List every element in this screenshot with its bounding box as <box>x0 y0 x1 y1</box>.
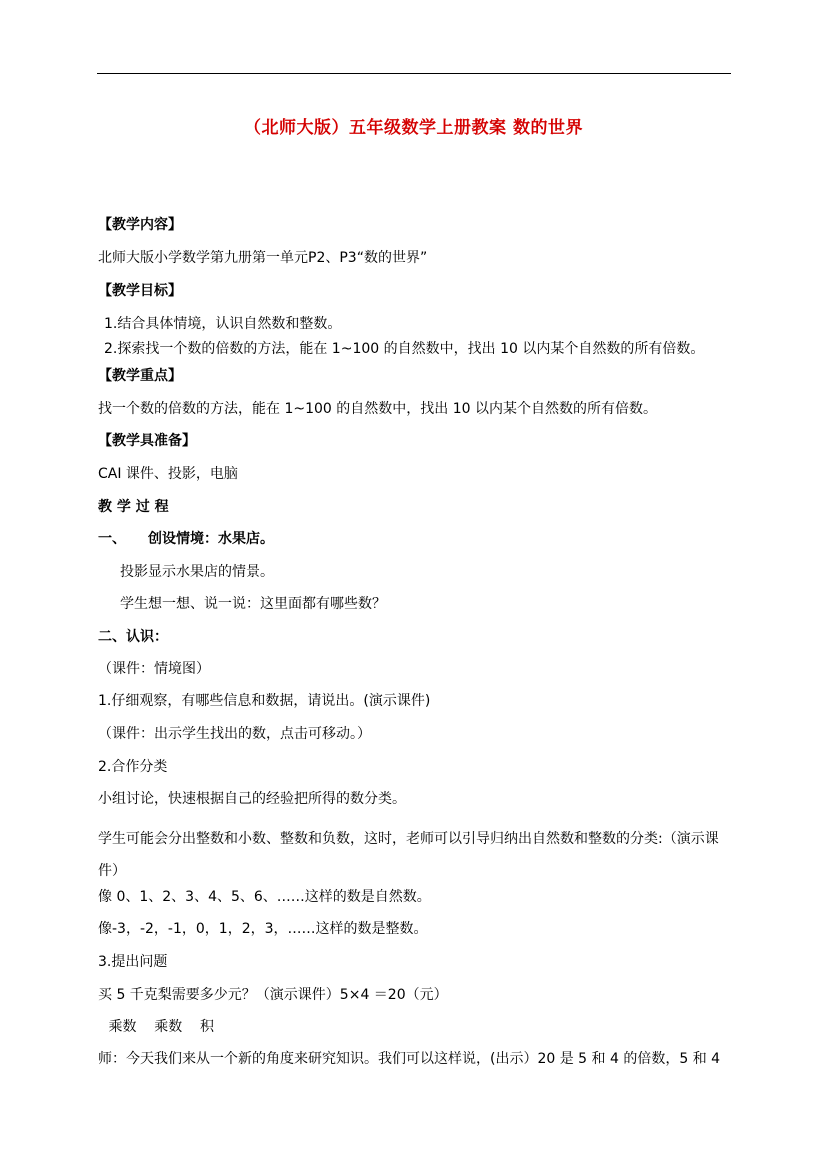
step2-line-6: 学生可能会分出整数和小数、整数和负数，这时，老师可以引导归纳出自然数和整数的分类:（演示课件） <box>98 831 719 879</box>
step2-line-2: 1.仔细观察，有哪些信息和数据，请说出。(演示课件) <box>98 693 431 709</box>
goal-2: 2.探索找一个数的倍数的方法，能在 1~100 的自然数中，找出 10 以内某个自然数的所有倍数。 <box>104 341 705 357</box>
step2-line-9: 3.提出问题 <box>98 954 168 970</box>
key-heading: 【教学重点】 <box>98 368 182 384</box>
step1-number: 一、 <box>98 531 126 547</box>
step2-line-10: 买 5 千克梨需要多少元？（演示课件）5×4 ＝20（元） <box>98 987 448 1003</box>
page-title: （北师大版）五年级数学上册教案 数的世界 <box>244 118 583 138</box>
step2-line-7: 像 0、1、2、3、4、5、6、……这样的数是自然数。 <box>98 889 431 905</box>
goals-heading: 【教学目标】 <box>98 283 182 299</box>
step2-title: 二、认识： <box>98 629 168 645</box>
step2-line-4: 2.合作分类 <box>98 759 168 775</box>
key-text: 找一个数的倍数的方法，能在 1~100 的自然数中，找出 10 以内某个自然数的所有倍数。 <box>98 401 657 417</box>
process-heading: 教 学 过 程 <box>98 499 169 515</box>
goal-1: 1.结合具体情境，认识自然数和整数。 <box>104 316 342 332</box>
step2-line-1: （课件：情境图） <box>98 661 210 677</box>
tools-heading: 【教学具准备】 <box>98 433 196 449</box>
step1-line-a: 投影显示水果店的情景。 <box>120 564 274 580</box>
tools-text: CAI 课件、投影，电脑 <box>98 466 238 482</box>
step2-line-3: （课件：出示学生找出的数，点击可移动。） <box>98 726 371 742</box>
header-rule <box>97 73 731 74</box>
step2-line-8: 像-3，-2，-1，0，1，2，3，……这样的数是整数。 <box>98 921 428 937</box>
step1-line-b: 学生想一想、说一说：这里面都有哪些数？ <box>120 596 386 612</box>
step1-title: 创设情境：水果店。 <box>148 531 274 547</box>
step2-line-12: 师：今天我们来从一个新的角度来研究知识。我们可以这样说，(出示）20 是 5 和 4 的倍数，5 和 4 <box>98 1051 721 1067</box>
content-text: 北师大版小学数学第九册第一单元P2、P3“数的世界” <box>98 250 428 266</box>
step2-line-11: 乘数 乘数 积 <box>104 1019 215 1035</box>
content-heading: 【教学内容】 <box>98 217 182 233</box>
step2-line-5: 小组讨论，快速根据自己的经验把所得的数分类。 <box>98 791 406 807</box>
